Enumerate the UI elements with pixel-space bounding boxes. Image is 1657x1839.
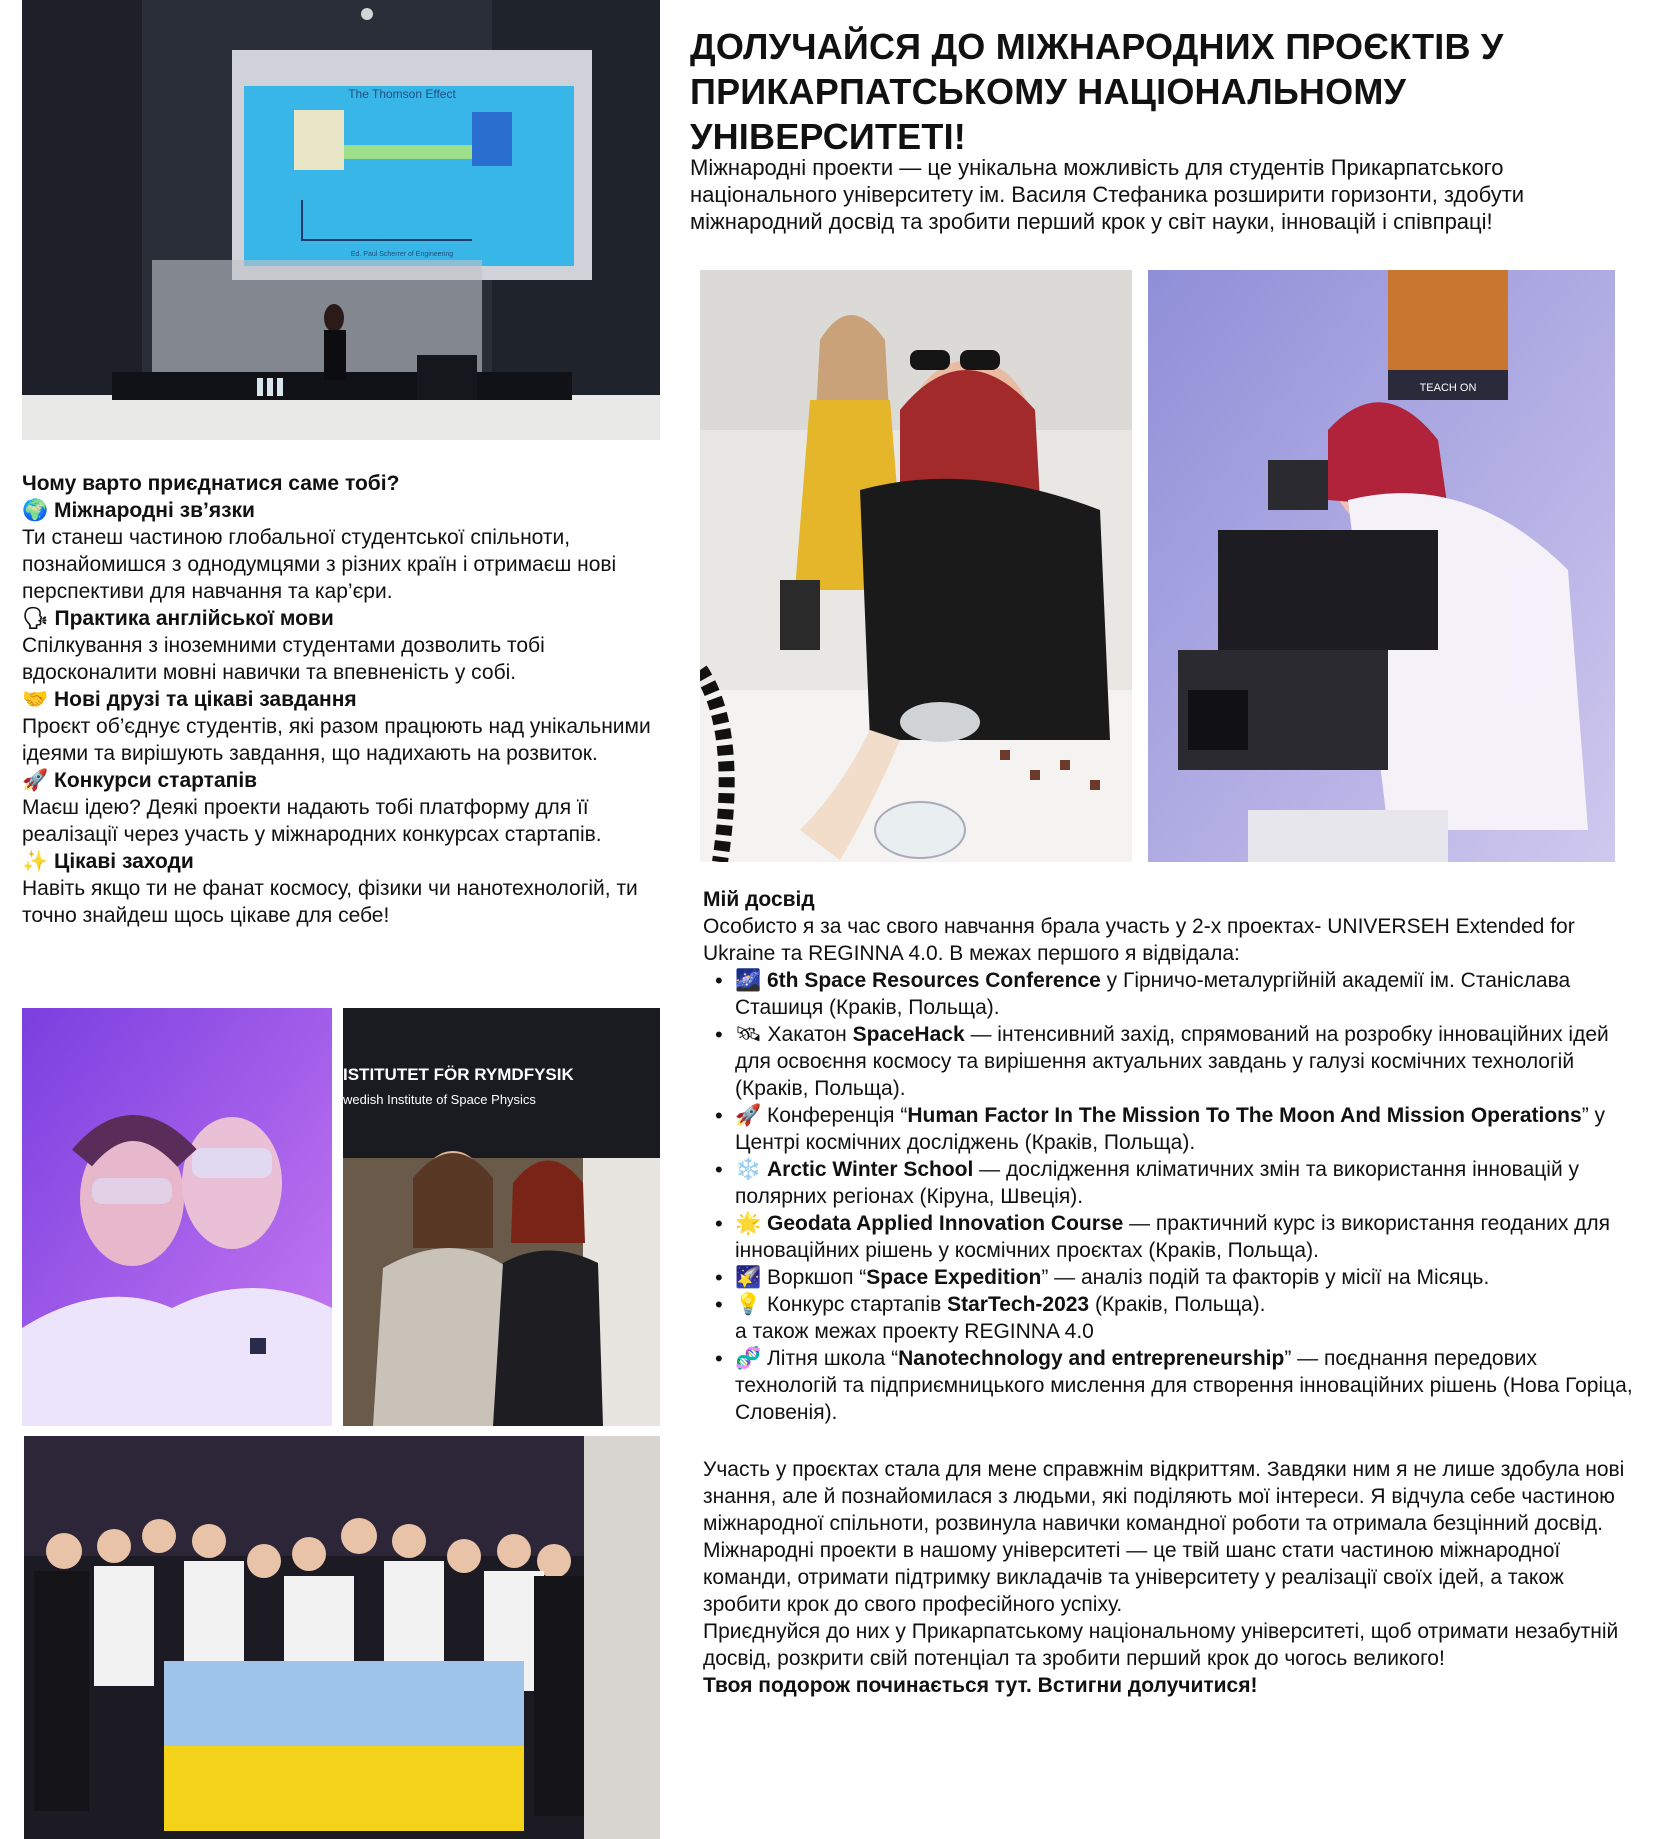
institute-sign-line2: wedish Institute of Space Physics: [343, 1092, 536, 1107]
milky-way-icon: 🌌: [735, 969, 762, 992]
list-item: • 🚀 Конференція “Human Factor In The Mission To The Moon And Mission Operations” у Центрі космічних досліджень (Краків, Польща).: [735, 1102, 1643, 1156]
photo-institute: [343, 1008, 660, 1426]
rocket-icon: 🚀: [22, 769, 49, 792]
why-item-text: Спілкування з іноземними студентами дозволить тобі вдосконалити мовні навички та впевненість у собі.: [22, 634, 545, 684]
why-item-text: Маєш ідею? Деякі проекти надають тобі платформу для її реалізації через участь у міжнародних конкурсах стартапів.: [22, 796, 602, 846]
experience-section: [703, 886, 1643, 1426]
screen-title: The Thomson Effect: [348, 87, 456, 101]
why-item-text: Навіть якщо ти не фанат космосу, фізики чи нанотехнологій, ти точно знайдеш щось цікаве для себе!: [22, 877, 638, 927]
list-item: • ❄️ Arctic Winter School — дослідження кліматичних змін та використання інновацій у полярних регіонах (Кіруна, Швеція).: [735, 1156, 1643, 1210]
experience-list: [703, 967, 1643, 1318]
snowflake-icon: ❄️: [735, 1158, 762, 1181]
reginna-list: [703, 1345, 1643, 1426]
why-item-title: Конкурси стартапів: [54, 769, 258, 792]
why-item-text: Проєкт об’єднує студентів, які разом працюють над унікальними ідеями та вирішують завдання, що надихають на розвиток.: [22, 715, 651, 765]
why-item-text: Ти станеш частиною глобальної студентської спільноти, познайомишся з однодумцями з різних країн і отримаєш нові перспективи для навчання та кар’єри.: [22, 526, 617, 603]
light-bulb-icon: 💡: [735, 1293, 762, 1316]
experience-title: Мій досвід: [703, 888, 815, 911]
list-item: • 🌟 Geodata Applied Innovation Course — практичний курс із використання геоданих для інноваційних рішень у космічних проєктах (Краків, Польща).: [735, 1210, 1643, 1264]
list-item: • 🧬 Літня школа “Nanotechnology and entrepreneurship” — поєднання передових технологій та підприємницького мислення для створення інноваційних рішень (Нова Горіца, Словенія).: [735, 1345, 1643, 1426]
list-item: • 🌌 6th Space Resources Conference у Гірничо-металургійній академії ім. Станіслава Сташиця (Краків, Польща).: [735, 967, 1643, 1021]
rocket-icon: 🚀: [735, 1104, 762, 1127]
why-join-section: [22, 470, 662, 929]
page-title: ДОЛУЧАЙСЯ ДО МІЖНАРОДНИХ ПРОЄКТІВ У ПРИКАРПАТСЬКОМУ НАЦІОНАЛЬНОМУ УНІВЕРСИТЕТІ!: [690, 26, 1504, 157]
why-item-title: Міжнародні зв’язки: [54, 499, 255, 522]
closing-paragraph: Приєднуйся до них у Прикарпатському національному університеті, щоб отримати незабутній досвід, розкрити свій потенціал та зробити перший крок до чогось великого!: [703, 1620, 1619, 1670]
photo-lab-microscope: [1148, 270, 1615, 862]
why-item-title: Практика англійської мови: [54, 607, 334, 630]
why-question: Чому варто приєднатися саме тобі?: [22, 472, 400, 495]
list-item: • 🌠 Воркшоп “Space Expedition” — аналіз подій та факторів у місії на Місяць.: [735, 1264, 1643, 1291]
list-item: • 💡 Конкурс стартапів StarTech-2023 (Краків, Польща).: [735, 1291, 1643, 1318]
photo-selfie-purple: [22, 1008, 332, 1426]
why-item-title: Нові друзі та цікаві завдання: [54, 688, 357, 711]
experience-intro: Особисто я за час свого навчання брала участь у 2-х проектах- UNIVERSEH Extended for Ukraine та REGINNA 4.0. В межах першого я відвідала:: [703, 915, 1575, 965]
poster-text: TEACH ON: [1419, 382, 1477, 394]
list-item: • 🛰 Хакатон SpaceHack — інтенсивний захід, спрямований на розробку інноваційних ідей для освоєння космосу та вирішення актуальних завдань у галузі космічних технологій (Краків, Польща).: [735, 1021, 1643, 1102]
photo-lecture: [22, 0, 660, 440]
dna-icon: 🧬: [735, 1347, 762, 1370]
screen-footer: Ed. Paul Scherrer of Engineering: [350, 251, 454, 258]
shooting-star-icon: 🌠: [735, 1266, 762, 1289]
closing-section: [703, 1456, 1643, 1699]
satellite-icon: 🛰: [735, 1023, 762, 1046]
intro-paragraph: Міжнародні проекти — це унікальна можливість для студентів Прикарпатського національного університету ім. Василя Стефаника розширити горизонти, здобути міжнародний досвід та зробити перший крок у світ науки, інновацій і співпраці!: [690, 155, 1525, 234]
speaking-head-icon: 🗣: [22, 607, 49, 630]
why-item-title: Цікаві заходи: [54, 850, 194, 873]
closing-paragraph: Міжнародні проекти в нашому університеті — це твій шанс стати частиною міжнародної команди, отримати підтримку викладачів та університету у реалізації своїх ідей, а також зробити крок до свого професійного успіху.: [703, 1539, 1564, 1616]
photo-group-flag: [24, 1436, 660, 1839]
glowing-star-icon: 🌟: [735, 1212, 762, 1235]
institute-sign-line1: ISTITUTET FÖR RYMDFYSIK: [343, 1065, 574, 1084]
photo-workshop: [700, 270, 1132, 862]
reginna-note: а також межах проекту REGINNA 4.0: [735, 1320, 1094, 1343]
closing-paragraph: Участь у проєктах стала для мене справжнім відкриттям. Завдяки ним я не лише здобула нові знання, але й познайомилася з людьми, які поділяють мої інтереси. Я відчула себе частиною міжнародної спільноти, розвинула навички командної роботи та отримала безцінний досвід.: [703, 1458, 1625, 1535]
globe-icon: 🌍: [22, 499, 49, 522]
closing-final: Твоя подорож починається тут. Встигни долучитися!: [703, 1674, 1258, 1697]
sparkles-icon: ✨: [22, 850, 49, 873]
handshake-icon: 🤝: [22, 688, 49, 711]
